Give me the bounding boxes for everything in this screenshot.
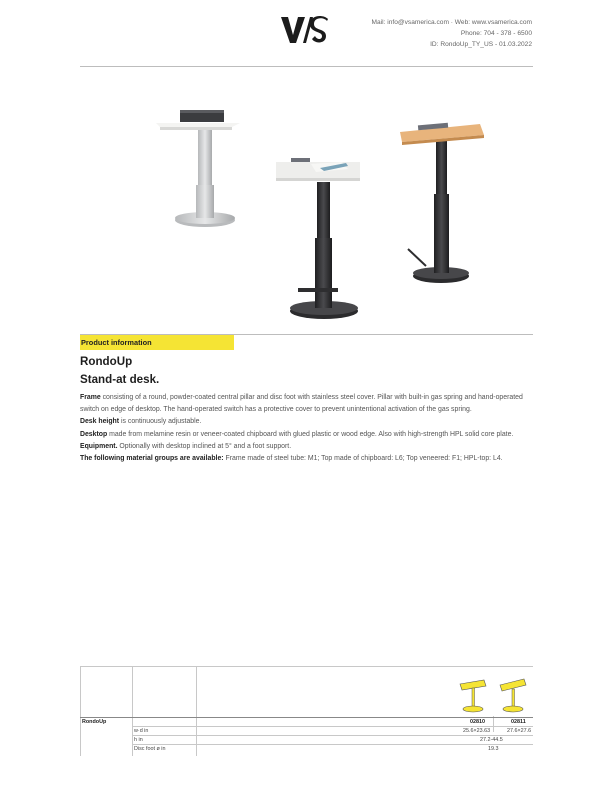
table-left-border <box>80 666 81 756</box>
table-product-name: RondoUp <box>82 719 107 725</box>
table-col-divider <box>493 716 494 732</box>
table-row-border <box>132 735 533 736</box>
code-02810: 02810 <box>470 719 485 725</box>
value-02811-width-depth: 27.6×27.6 <box>507 728 532 734</box>
materials-text: Frame made of steel tube: M1; Top made of chipboard: L6; Top veneered: F1; HPL-top: L4. <box>223 455 503 463</box>
product-description <box>80 392 532 465</box>
product-name: RondoUp <box>80 355 133 368</box>
height-text: is continuously adjustable. <box>119 418 202 426</box>
document-id: ID: RondoUp_TY_US - 01.03.2022 <box>430 41 532 48</box>
vs-logo <box>281 15 329 45</box>
table-header-border <box>80 717 533 718</box>
section-label-product-information: Product information <box>80 335 234 350</box>
table-col-divider <box>196 666 197 756</box>
equipment-text: Optionally with desktop inclined at 5° and a foot support. <box>117 442 292 450</box>
materials-label: The following material groups are available: <box>80 455 224 463</box>
equipment-label: Equipment. <box>80 442 118 450</box>
code-02811: 02811 <box>511 719 526 725</box>
frame-label: Frame <box>80 394 101 401</box>
desktop-paragraph <box>80 429 532 441</box>
contact-block <box>372 17 532 50</box>
table-top-border <box>80 666 533 667</box>
table-row-border <box>132 744 533 745</box>
materials-paragraph <box>80 453 532 465</box>
row-label-disc-foot: Disc foot ø in <box>134 746 166 752</box>
desktop-label: Desktop <box>80 430 108 438</box>
row-label-height: h in <box>134 737 143 743</box>
frame-paragraph <box>80 392 532 416</box>
thumbnail-02810 <box>456 678 490 714</box>
product-title <box>80 353 159 389</box>
thumbnail-02811 <box>496 678 530 714</box>
value-02810-width-depth: 25.6×23.63 <box>463 728 491 734</box>
product-subtitle: Stand-at desk. <box>80 373 160 386</box>
desk-black <box>276 158 360 319</box>
product-table <box>80 666 533 756</box>
top-divider <box>80 66 533 67</box>
product-hero-image <box>80 86 533 330</box>
desk-silver <box>156 110 240 227</box>
equipment-paragraph <box>80 441 532 453</box>
value-disc-foot: 19.3 <box>488 746 499 752</box>
row-label-width-depth: w·d in <box>134 728 149 734</box>
table-col-divider <box>132 666 133 756</box>
value-height: 27.2-44.5 <box>480 737 503 743</box>
contact-mail-web: Mail: info@vsamerica.com · Web: www.vsamerica.com <box>371 19 532 26</box>
contact-phone: Phone: 704 - 378 - 6500 <box>460 30 532 37</box>
desk-veneer <box>400 123 484 283</box>
desktop-text: made from melamine resin or veneer-coated chipboard with glued plastic or wood edge. Also with high-strength HPL solid core plate. <box>107 430 514 438</box>
height-paragraph <box>80 416 532 428</box>
frame-text: consisting of a round, powder-coated central pillar and disc foot with stainless steel cover. Pillar with built-in gas spring and hand-operated switch on edge of desktop. The hand-operated switch has a protective cover to prevent unintentional activation of the gas spring. <box>80 394 523 414</box>
height-label: Desk height <box>80 418 120 426</box>
